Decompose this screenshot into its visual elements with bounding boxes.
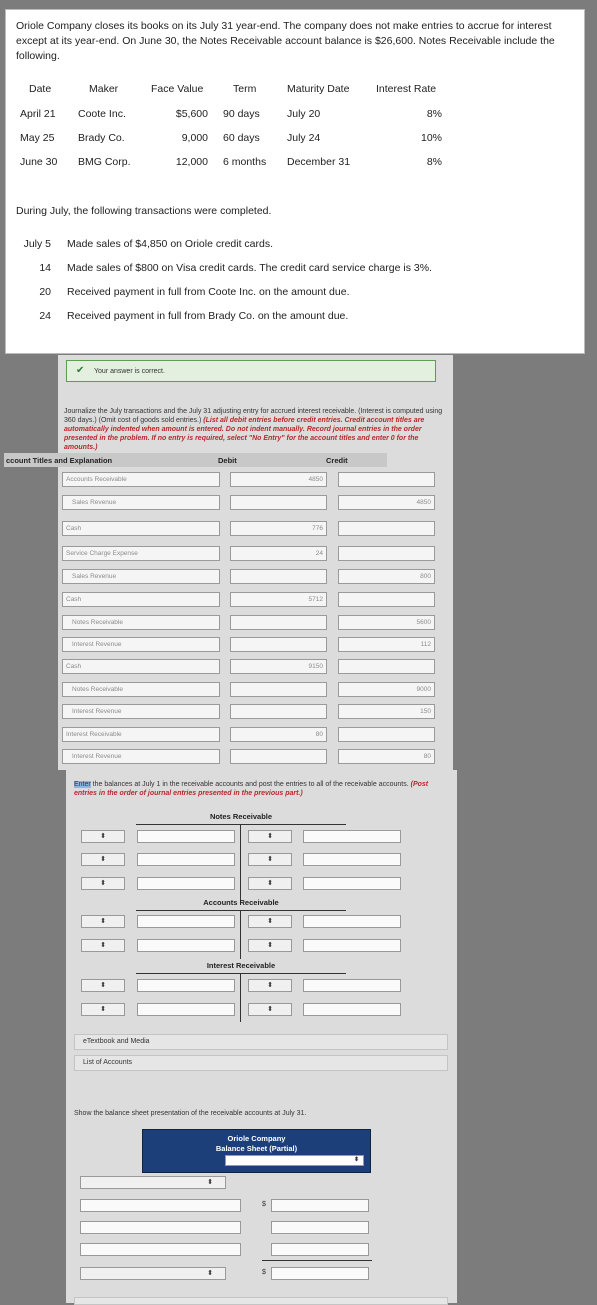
notes-debit-amount-input[interactable]	[137, 853, 235, 866]
notes-credit-date-select[interactable]: ⬍	[248, 853, 292, 866]
note-row	[6, 108, 586, 122]
debit-input[interactable]	[230, 569, 327, 584]
t-account-divider	[240, 974, 241, 1022]
posting-instructions-text: the balances at July 1 in the receivable accounts and post the entries to all of the receivable accounts.	[90, 781, 411, 788]
debit-input[interactable]: 80	[230, 727, 327, 742]
account-title-value: Sales Revenue	[72, 499, 117, 506]
journal-entry-row	[58, 749, 453, 764]
journal-instructions-red: (List all debit entries before credit entries. Credit account titles are automatically indented when amount is entered. Do not indent manually. Record journal entries in the order presented in the problem. If no entry is required, select "No Entry" for the account titles and enter 0 for the amounts.)	[64, 417, 425, 451]
note-rate: 10%	[420, 132, 442, 144]
note-date: April 21	[20, 108, 56, 120]
note-row	[6, 132, 586, 146]
debit-input[interactable]	[230, 704, 327, 719]
ir-debit-date-select[interactable]: ⬍	[81, 1003, 125, 1016]
posting-panel	[66, 770, 457, 1303]
header-maker: Maker	[89, 83, 119, 95]
note-term: 90 days	[223, 108, 260, 120]
account-title-value: Service Charge Expense	[66, 550, 138, 557]
bs-total-select[interactable]: ⬍	[80, 1267, 226, 1280]
account-title-input[interactable]	[62, 659, 220, 674]
transaction-text: Made sales of $4,850 on Oriole credit cards.	[67, 238, 274, 250]
account-title-input[interactable]	[62, 615, 220, 630]
note-rate: 8%	[426, 156, 442, 168]
debit-input[interactable]: 24	[230, 546, 327, 561]
ar-credit-date-select[interactable]: ⬍	[248, 915, 292, 928]
note-maker: Coote Inc.	[78, 108, 126, 120]
t-account-accounts-receivable-title: Accounts Receivable	[136, 898, 346, 911]
ar-debit-date-select[interactable]: ⬍	[81, 915, 125, 928]
account-title-input[interactable]	[62, 521, 220, 536]
bs-amount-input[interactable]	[271, 1243, 369, 1256]
correct-answer-banner	[66, 360, 436, 382]
notes-table-header	[6, 83, 586, 97]
debit-input[interactable]: 9150	[230, 659, 327, 674]
transaction-day: July 5	[23, 238, 51, 250]
account-title-input[interactable]	[62, 472, 220, 487]
debit-input[interactable]	[230, 682, 327, 697]
account-title-value: Cash	[66, 596, 82, 603]
note-maker: Brady Co.	[78, 132, 125, 144]
posting-instructions-highlight: Enter	[74, 781, 91, 788]
note-maturity: December 31	[287, 156, 351, 168]
account-title-value: Accounts Receivable	[66, 476, 127, 483]
account-title-input[interactable]	[62, 495, 220, 510]
header-date: Date	[29, 83, 52, 95]
account-title-input[interactable]	[62, 569, 220, 584]
credit-input[interactable]: 800	[338, 569, 435, 584]
debit-input[interactable]: 5712	[230, 592, 327, 607]
bs-amount-input[interactable]	[271, 1221, 369, 1234]
debit-input[interactable]	[230, 637, 327, 652]
bs-account-input[interactable]	[80, 1221, 241, 1234]
account-title-input[interactable]	[62, 592, 220, 607]
credit-input[interactable]	[338, 472, 435, 487]
balance-sheet-instructions: Show the balance sheet presentation of the receivable accounts at July 31.	[74, 1110, 307, 1117]
account-title-value: Sales Revenue	[72, 573, 117, 580]
notes-debit-amount-input[interactable]	[137, 877, 235, 890]
correct-message: Your answer is correct.	[94, 368, 165, 375]
journal-entry-row	[58, 682, 453, 697]
bottom-bar	[74, 1297, 448, 1305]
journal-entry-row	[58, 659, 453, 674]
balance-sheet-company: Oriole Company	[227, 1134, 286, 1143]
notes-debit-amount-input[interactable]	[137, 830, 235, 843]
journal-entry-row	[58, 615, 453, 630]
account-title-value: Interest Receivable	[66, 731, 122, 738]
ir-credit-date-select[interactable]: ⬍	[248, 979, 292, 992]
dollar-sign: $	[262, 1269, 266, 1276]
journal-entry-row	[58, 521, 453, 536]
etextbook-link[interactable]: eTextbook and Media	[74, 1034, 448, 1050]
credit-input[interactable]: 4850	[338, 495, 435, 510]
ar-credit-date-select[interactable]: ⬍	[248, 939, 292, 952]
account-title-value: Notes Receivable	[72, 686, 123, 693]
note-term: 60 days	[223, 132, 260, 144]
col-debit: Debit	[218, 456, 237, 465]
bs-account-input[interactable]	[80, 1243, 241, 1256]
bs-account-select[interactable]: ⬍	[80, 1176, 226, 1189]
ar-debit-date-select[interactable]: ⬍	[81, 939, 125, 952]
ir-credit-amount-input[interactable]	[303, 979, 401, 992]
credit-input[interactable]	[338, 521, 435, 536]
journal-entry-row	[58, 592, 453, 607]
credit-input[interactable]	[338, 592, 435, 607]
list-of-accounts-link[interactable]: List of Accounts	[74, 1055, 448, 1071]
transaction-text: Made sales of $800 on Visa credit cards. The credit card service charge is 3%.	[67, 262, 432, 274]
problem-statement	[5, 9, 585, 354]
header-face-value: Face Value	[151, 83, 204, 95]
account-title-value: Interest Revenue	[72, 641, 122, 648]
note-date: June 30	[20, 156, 58, 168]
credit-input[interactable]	[338, 546, 435, 561]
transaction-day: 14	[39, 262, 51, 274]
credit-input[interactable]	[338, 659, 435, 674]
ir-debit-amount-input[interactable]	[137, 979, 235, 992]
journal-entry-row	[58, 546, 453, 561]
account-title-input[interactable]	[62, 637, 220, 652]
header-rate: Interest Rate	[376, 83, 437, 95]
journal-header	[4, 453, 387, 467]
ir-credit-date-select[interactable]: ⬍	[248, 1003, 292, 1016]
transaction-text: Received payment in full from Brady Co. on the amount due.	[67, 310, 349, 322]
ir-debit-date-select[interactable]: ⬍	[81, 979, 125, 992]
account-title-input[interactable]	[62, 546, 220, 561]
transaction-day: 24	[39, 310, 51, 322]
transactions-intro: During July, the following transactions were completed.	[16, 205, 272, 217]
account-title-input[interactable]	[62, 704, 220, 719]
note-maker: BMG Corp.	[78, 156, 131, 168]
balance-sheet-title: Balance Sheet (Partial)	[215, 1144, 298, 1153]
note-face: $5,600	[175, 108, 208, 120]
ir-credit-amount-input[interactable]	[303, 1003, 401, 1016]
posting-instructions-red: (Post entries in the order of journal entries presented in the previous part.)	[74, 781, 429, 797]
note-face: 9,000	[181, 132, 208, 144]
credit-input[interactable]: 112	[338, 637, 435, 652]
notes-credit-amount-input[interactable]	[303, 830, 401, 843]
ir-debit-amount-input[interactable]	[137, 1003, 235, 1016]
credit-input[interactable]: 150	[338, 704, 435, 719]
bs-amount-input[interactable]	[271, 1199, 369, 1212]
journal-entry-row	[58, 704, 453, 719]
bs-account-input[interactable]	[80, 1199, 241, 1212]
journal-entry-row	[58, 727, 453, 742]
note-maturity: July 20	[287, 108, 321, 120]
ar-debit-amount-input[interactable]	[137, 915, 235, 928]
account-title-input[interactable]	[62, 749, 220, 764]
t-account-divider	[240, 825, 241, 905]
debit-input[interactable]	[230, 615, 327, 630]
debit-input[interactable]: 4850	[230, 472, 327, 487]
credit-input[interactable]: 5600	[338, 615, 435, 630]
debit-input[interactable]	[230, 495, 327, 510]
total-underline	[262, 1260, 372, 1261]
transaction-text: Received payment in full from Coote Inc. on the amount due.	[67, 286, 350, 298]
notes-credit-amount-input[interactable]	[303, 877, 401, 890]
account-title-value: Cash	[66, 525, 82, 532]
account-title-input[interactable]	[62, 682, 220, 697]
account-title-input[interactable]	[62, 727, 220, 742]
t-account-divider	[240, 911, 241, 959]
account-title-value: Interest Revenue	[72, 708, 122, 715]
header-term: Term	[233, 83, 257, 95]
t-account-interest-receivable-title: Interest Receivable	[136, 961, 346, 974]
journal-entry-row	[58, 637, 453, 652]
note-term: 6 months	[223, 156, 267, 168]
notes-debit-date-select[interactable]: ⬍	[81, 830, 125, 843]
ar-credit-amount-input[interactable]	[303, 939, 401, 952]
journal-instructions-text: Journalize the July transactions and the July 31 adjusting entry for accrued interest receivable. (Interest is computed using 360 days.) (Omit cost of goods sold entries.)	[64, 408, 443, 424]
col-credit: Credit	[326, 456, 348, 465]
credit-input[interactable]: 9000	[338, 682, 435, 697]
credit-input[interactable]: 80	[338, 749, 435, 764]
credit-input[interactable]	[338, 727, 435, 742]
dollar-sign: $	[262, 1201, 266, 1208]
bs-total-input[interactable]	[271, 1267, 369, 1280]
note-date: May 25	[20, 132, 55, 144]
notes-credit-date-select[interactable]: ⬍	[248, 830, 292, 843]
account-title-value: Interest Revenue	[72, 753, 122, 760]
ar-credit-amount-input[interactable]	[303, 915, 401, 928]
col-account-titles: ccount Titles and Explanation	[6, 456, 113, 465]
journal-entry-row	[58, 569, 453, 584]
ar-debit-amount-input[interactable]	[137, 939, 235, 952]
notes-debit-date-select[interactable]: ⬍	[81, 853, 125, 866]
note-maturity: July 24	[287, 132, 321, 144]
posting-instructions	[74, 780, 452, 798]
note-rate: 8%	[426, 108, 442, 120]
journal-entry-row	[58, 472, 453, 487]
journal-instructions	[64, 407, 444, 452]
notes-debit-date-select[interactable]: ⬍	[81, 877, 125, 890]
debit-input[interactable]	[230, 749, 327, 764]
account-title-value: Cash	[66, 663, 82, 670]
checkmark-icon: ✔	[76, 365, 85, 376]
note-row	[6, 156, 586, 170]
debit-input[interactable]: 776	[230, 521, 327, 536]
problem-intro: Oriole Company closes its books on its July 31 year-end. The company does not make entries to accrue for interest except at its year-end. On June 30, the Notes Receivable account balance is $26,600. Notes Receivable include the following.	[16, 20, 555, 62]
balance-sheet-header	[142, 1129, 371, 1173]
notes-credit-date-select[interactable]: ⬍	[248, 877, 292, 890]
transaction-day: 20	[39, 286, 51, 298]
journal-entry-row	[58, 495, 453, 510]
header-maturity: Maturity Date	[287, 83, 350, 95]
notes-credit-amount-input[interactable]	[303, 853, 401, 866]
note-face: 12,000	[175, 156, 208, 168]
balance-sheet-date-select[interactable]: ⬍	[225, 1155, 364, 1166]
t-account-notes-receivable-title: Notes Receivable	[136, 812, 346, 825]
account-title-value: Notes Receivable	[72, 619, 123, 626]
